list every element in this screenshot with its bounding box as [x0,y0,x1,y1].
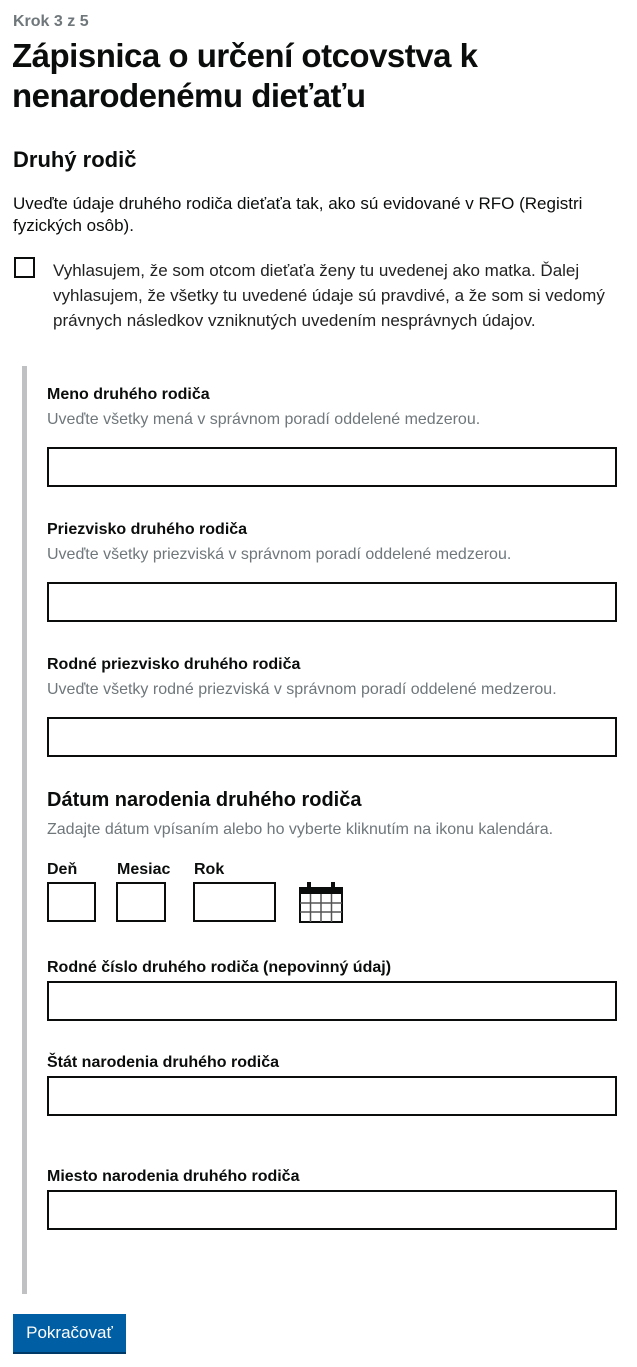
first-name-hint: Uveďte všetky mená v správnom poradí oddelené medzerou. [47,411,481,428]
section-intro: Uveďte údaje druhého rodiča dieťaťa tak, ako sú evidované v RFO (Registri fyzických osôb). [13,194,583,235]
surname-hint: Uveďte všetky priezviská v správnom poradí oddelené medzerou. [47,546,512,563]
birth-country-input[interactable] [47,1076,617,1116]
birth-place-input[interactable] [47,1190,617,1230]
year-label: Rok [194,861,225,878]
day-input[interactable] [47,882,96,922]
month-input[interactable] [116,882,166,922]
step-indicator: Krok 3 z 5 [13,13,89,30]
surname-input[interactable] [47,582,617,622]
month-label: Mesiac [117,861,171,878]
declaration-label[interactable]: Vyhlasujem, že som otcom dieťaťa ženy tu uvedenej ako matka. Ďalej vyhlasujem, že všetky tu uvedené údaje sú pravdivé, a že som si vedomý právnych následkov vzniknutých uvedením nesprávnych údajov. [53,261,605,330]
birth-date-hint: Zadajte dátum vpísaním alebo ho vyberte kliknutím na ikonu kalendára. [47,821,554,838]
page-title: Zápisnica o určení otcovstva k nenarodenému dieťaťu [12,37,478,114]
day-label: Deň [47,861,78,878]
first-name-label: Meno druhého rodiča [47,386,210,403]
birth-place-label: Miesto narodenia druhého rodiča [47,1168,300,1185]
calendar-icon[interactable] [298,881,344,923]
section-border [22,366,27,1294]
birth-surname-hint: Uveďte všetky rodné priezviská v správnom poradí oddelené medzerou. [47,681,557,698]
first-name-input[interactable] [47,447,617,487]
birth-country-label: Štát narodenia druhého rodiča [47,1054,280,1071]
birth-surname-label: Rodné priezvisko druhého rodiča [47,656,301,673]
continue-button[interactable]: Pokračovať [13,1314,126,1354]
birth-number-label: Rodné číslo druhého rodiča (nepovinný údaj) [47,959,392,976]
birth-number-input[interactable] [47,981,617,1021]
surname-label: Priezvisko druhého rodiča [47,521,248,538]
declaration-checkbox[interactable] [14,257,35,278]
year-input[interactable] [193,882,276,922]
birth-surname-input[interactable] [47,717,617,757]
section-heading: Druhý rodič [13,147,137,172]
birth-date-heading: Dátum narodenia druhého rodiča [47,789,362,811]
